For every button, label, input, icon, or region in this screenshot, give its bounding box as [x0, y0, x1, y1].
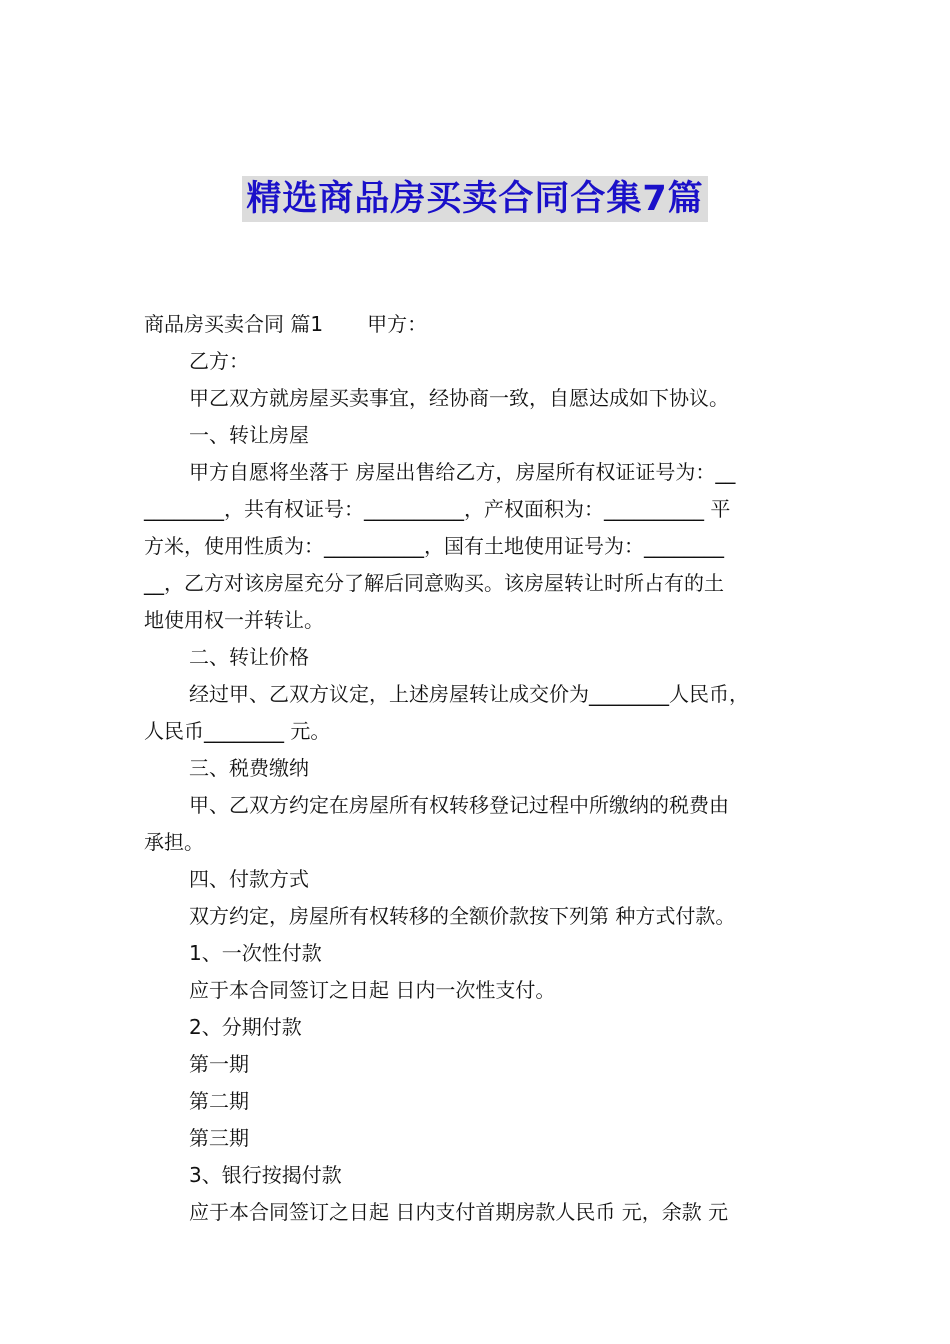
paragraph-line: 双方约定，房屋所有权转移的全额价款按下列第 种方式付款。: [189, 904, 736, 928]
paragraph-line: 承担。: [144, 830, 204, 854]
paragraph-line: ________，共有权证号：__________，产权面积为：__________ 平: [144, 497, 731, 521]
section-heading: 二、转让价格: [189, 645, 309, 669]
paragraph-line: 甲乙双方就房屋买卖事宜，经协商一致，自愿达成如下协议。: [189, 386, 729, 410]
list-item: 3、银行按揭付款: [189, 1163, 342, 1187]
paragraph-line: 应于本合同签订之日起 日内一次性支付。: [189, 978, 556, 1002]
paragraph-line: 甲、乙双方约定在房屋所有权转移登记过程中所缴纳的税费由: [189, 793, 729, 817]
party-b-label: 乙方：: [189, 349, 249, 373]
paragraph-line: 应于本合同签订之日起 日内支付首期房款人民币 元，余款 元: [189, 1200, 729, 1224]
document-title: 精选商品房买卖合同合集7篇: [242, 176, 707, 222]
paragraph-line: __，乙方对该房屋充分了解后同意购买。该房屋转让时所占有的土: [144, 571, 724, 595]
list-item: 2、分期付款: [189, 1015, 302, 1039]
list-item: 第三期: [189, 1126, 249, 1150]
paragraph-line: 甲方自愿将坐落于 房屋出售给乙方，房屋所有权证证号为：__: [189, 460, 736, 484]
list-item: 1、一次性付款: [189, 941, 322, 965]
paragraph-line: [144, 306, 812, 343]
list-item: 第二期: [189, 1089, 249, 1113]
party-a-label: 甲方：: [367, 312, 428, 336]
list-item: 第一期: [189, 1052, 249, 1076]
paragraph-line: 人民币________ 元。: [144, 719, 331, 743]
paragraph-line: 地使用权一并转让。: [144, 608, 324, 632]
title-container: [0, 176, 950, 222]
section-heading: 商品房买卖合同 篇1: [144, 312, 324, 336]
section-heading: 三、税费缴纳: [189, 756, 309, 780]
paragraph-line: 经过甲、乙双方议定，上述房屋转让成交价为________人民币，: [189, 682, 749, 706]
section-heading: 四、付款方式: [189, 867, 309, 891]
document-body: [144, 306, 812, 1231]
section-heading: 一、转让房屋: [189, 423, 309, 447]
paragraph-line: 方米，使用性质为：__________，国有土地使用证号为：________: [144, 534, 724, 558]
